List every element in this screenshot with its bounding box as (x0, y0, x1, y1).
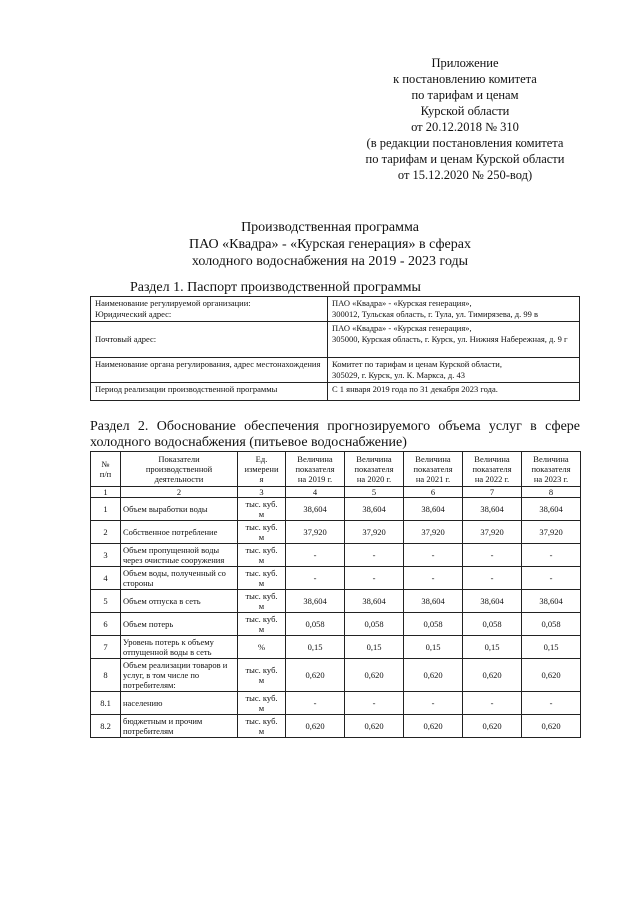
value-cell: 0,058 (522, 613, 581, 636)
table-row (91, 544, 581, 567)
value-cell: 0,15 (404, 636, 463, 659)
value-cell: 0,620 (404, 659, 463, 692)
value-cell: 0,620 (286, 659, 345, 692)
value-cell: 37,920 (522, 521, 581, 544)
row-number: 7 (91, 636, 121, 659)
value-cell: - (404, 567, 463, 590)
value-cell: 0,058 (286, 613, 345, 636)
unit: тыс. куб. м (238, 544, 286, 567)
indicator-name: Объем реализации товаров и услуг, в том числе по потребителям: (121, 659, 238, 692)
value-cell: - (463, 544, 522, 567)
value-cell: 0,15 (286, 636, 345, 659)
table-row (91, 636, 581, 659)
value-cell: 38,604 (286, 498, 345, 521)
passport-row (91, 322, 580, 358)
value-cell: - (522, 544, 581, 567)
indicator-name: Объем выработки воды (121, 498, 238, 521)
value-cell: 38,604 (286, 590, 345, 613)
table-row (91, 715, 581, 738)
passport-value: ПАО «Квадра» - «Курская генерация», 300012, Тульская область, г. Тула, ул. Тимирязева, д. 99 в (328, 297, 580, 322)
passport-table (90, 296, 580, 401)
appendix-block (350, 55, 580, 183)
passport-value: С 1 января 2019 года по 31 декабря 2023 года. (328, 383, 580, 401)
column-number: 5 (345, 487, 404, 498)
passport-row (91, 358, 580, 383)
unit: тыс. куб. м (238, 498, 286, 521)
appendix-line: от 15.12.2020 № 250-вод) (397, 168, 533, 182)
value-cell: 0,058 (463, 613, 522, 636)
row-number: 8.1 (91, 692, 121, 715)
unit: тыс. куб. м (238, 715, 286, 738)
passport-key: Наименование органа регулирования, адрес местонахождения (91, 358, 328, 383)
indicator-name: населению (121, 692, 238, 715)
value-cell: 0,15 (522, 636, 581, 659)
appendix-line: по тарифам и ценам Курской области (365, 152, 565, 166)
passport-row (91, 383, 580, 401)
value-cell: 0,058 (404, 613, 463, 636)
indicator-name: Объем отпуска в сеть (121, 590, 238, 613)
table-row (91, 567, 581, 590)
value-cell: - (404, 692, 463, 715)
value-cell: 0,620 (286, 715, 345, 738)
value-cell: 38,604 (404, 590, 463, 613)
passport-value: Комитет по тарифам и ценам Курской области, 305029, г. Курск, ул. К. Маркса, д. 43 (328, 358, 580, 383)
document-title (120, 219, 540, 270)
value-cell: - (522, 692, 581, 715)
row-number: 6 (91, 613, 121, 636)
value-cell: 0,620 (463, 715, 522, 738)
column-header: Величина показателя на 2023 г. (522, 452, 581, 487)
value-cell: - (345, 544, 404, 567)
indicator-name: Собственное потребление (121, 521, 238, 544)
appendix-line: к постановлению комитета (393, 72, 537, 86)
value-cell: 38,604 (404, 498, 463, 521)
value-cell: 38,604 (463, 590, 522, 613)
appendix-line: Приложение (431, 56, 499, 70)
row-number: 8.2 (91, 715, 121, 738)
production-table (90, 451, 581, 738)
appendix-line: Курской области (420, 104, 510, 118)
column-number: 8 (522, 487, 581, 498)
column-header: № п/п (91, 452, 121, 487)
value-cell: 37,920 (463, 521, 522, 544)
value-cell: 0,620 (463, 659, 522, 692)
column-number: 7 (463, 487, 522, 498)
column-number: 4 (286, 487, 345, 498)
column-number: 3 (238, 487, 286, 498)
row-number: 4 (91, 567, 121, 590)
indicator-name: Объем потерь (121, 613, 238, 636)
unit: тыс. куб. м (238, 692, 286, 715)
indicator-name: Объем воды, полученный со стороны (121, 567, 238, 590)
value-cell: - (286, 692, 345, 715)
value-cell: 38,604 (522, 590, 581, 613)
table-row (91, 590, 581, 613)
value-cell: - (286, 567, 345, 590)
unit: тыс. куб. м (238, 590, 286, 613)
value-cell: 37,920 (286, 521, 345, 544)
row-number: 3 (91, 544, 121, 567)
indicator-name: Уровень потерь к объему отпущенной воды в сеть (121, 636, 238, 659)
column-number: 1 (91, 487, 121, 498)
row-number: 2 (91, 521, 121, 544)
row-number: 1 (91, 498, 121, 521)
row-number: 5 (91, 590, 121, 613)
unit: тыс. куб. м (238, 567, 286, 590)
section1-heading: Раздел 1. Паспорт производственной программы (130, 280, 421, 295)
column-header: Величина показателя на 2021 г. (404, 452, 463, 487)
row-number: 8 (91, 659, 121, 692)
value-cell: 38,604 (463, 498, 522, 521)
value-cell: 38,604 (345, 590, 404, 613)
appendix-line: по тарифам и ценам (411, 88, 519, 102)
appendix-line: от 20.12.2018 № 310 (411, 120, 519, 134)
value-cell: 38,604 (522, 498, 581, 521)
appendix-line: (в редакции постановления комитета (366, 136, 564, 150)
value-cell: 37,920 (404, 521, 463, 544)
table-row (91, 692, 581, 715)
value-cell: - (522, 567, 581, 590)
column-number: 2 (121, 487, 238, 498)
passport-row (91, 297, 580, 322)
value-cell: 0,620 (345, 659, 404, 692)
column-header: Величина показателя на 2022 г. (463, 452, 522, 487)
column-number-row (91, 487, 581, 498)
unit: тыс. куб. м (238, 521, 286, 544)
indicator-name: Объем пропущенной воды через очистные сооружения (121, 544, 238, 567)
value-cell: - (286, 544, 345, 567)
value-cell: 0,058 (345, 613, 404, 636)
unit: тыс. куб. м (238, 613, 286, 636)
value-cell: - (463, 692, 522, 715)
value-cell: 0,620 (522, 715, 581, 738)
passport-key: Наименование регулируемой организации: Юридический адрес: (91, 297, 328, 322)
column-header: Величина показателя на 2020 г. (345, 452, 404, 487)
passport-key: Период реализации производственной программы (91, 383, 328, 401)
value-cell: - (404, 544, 463, 567)
passport-key: Почтовый адрес: (91, 322, 328, 358)
column-header: Величина показателя на 2019 г. (286, 452, 345, 487)
column-header: Показатели производственной деятельности (121, 452, 238, 487)
value-cell: 0,620 (522, 659, 581, 692)
value-cell: 0,620 (345, 715, 404, 738)
table-row (91, 521, 581, 544)
value-cell: 0,620 (404, 715, 463, 738)
table-row (91, 659, 581, 692)
value-cell: - (345, 692, 404, 715)
indicator-name: бюджетным и прочим потребителям (121, 715, 238, 738)
table-row (91, 613, 581, 636)
title-line: ПАО «Квадра» - «Курская генерация» в сферах (189, 237, 471, 252)
value-cell: 37,920 (345, 521, 404, 544)
value-cell: 0,15 (463, 636, 522, 659)
title-line: Производственная программа (241, 220, 419, 235)
unit: % (238, 636, 286, 659)
value-cell: 0,15 (345, 636, 404, 659)
column-number: 6 (404, 487, 463, 498)
value-cell: - (345, 567, 404, 590)
table-row (91, 498, 581, 521)
section2-heading: Раздел 2. Обоснование обеспечения прогнозируемого объема услуг в сфере холодного водоснабжения (питьевое водоснабжение) (90, 419, 580, 450)
value-cell: 38,604 (345, 498, 404, 521)
passport-value: ПАО «Квадра» - «Курская генерация», 305000, Курская область, г. Курск, ул. Нижняя Набережная, д. 9 г (328, 322, 580, 358)
column-header: Ед. измерени я (238, 452, 286, 487)
title-line: холодного водоснабжения на 2019 - 2023 годы (191, 254, 469, 269)
unit: тыс. куб. м (238, 659, 286, 692)
value-cell: - (463, 567, 522, 590)
